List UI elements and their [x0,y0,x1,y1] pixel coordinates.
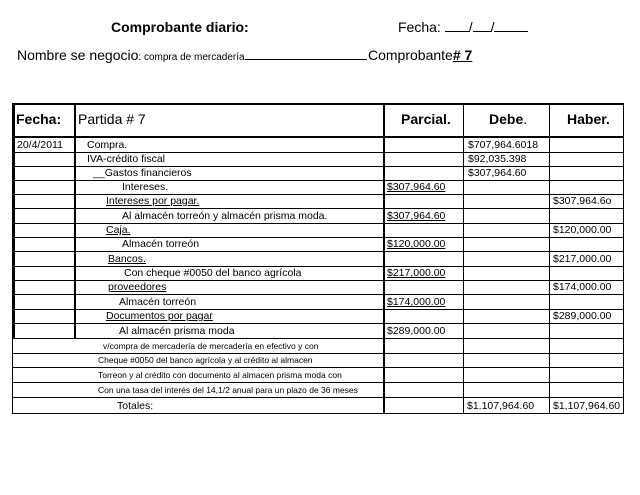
column-header-parcial: Parcial. [401,111,451,127]
row-line [12,367,624,368]
row-line [12,251,624,252]
column-header-partida: Partida # 7 [78,111,146,127]
row-parcial: $289,000.00 [387,325,446,337]
row-haber: $217,000.00 [553,253,612,265]
row-haber: $120,000.00 [553,224,612,236]
table-border-bottom [12,413,624,414]
row-line [12,294,624,295]
column-header-debe-text: Debe [489,111,524,127]
row-line [12,382,624,383]
row-debe: $92,035.398 [468,153,527,165]
row-parcial: $174,000.00 [387,296,446,308]
row-date: 20/4/2011 [17,139,63,151]
column-header-debe [489,111,527,127]
description-line: v/compra de mercadería de mercadería en efectivo y con [103,341,319,351]
row-line [12,180,624,181]
row-line [12,208,624,209]
row-haber: $289,000.00 [553,310,612,322]
description-line: Torreon y al crédito con documento al almacen prisma moda con [98,370,342,380]
row-account: Intereses por pagar. [106,195,200,207]
date-separator: / [468,19,473,35]
row-parcial: $217,000.00 [387,267,446,279]
row-line [12,397,624,398]
business-name-label: Nombre se negocio [17,47,139,63]
date-day-blank[interactable] [445,19,469,32]
row-account: proveedores [108,281,167,293]
table-border-left [12,103,15,339]
row-account: Almacén torreón [122,238,200,250]
row-line [12,280,624,281]
voucher-label: Comprobante [368,47,453,63]
totals-haber: $1,107,964.60 [553,400,621,412]
row-account: Compra. [87,139,128,151]
row-line [12,323,624,324]
row-account-text: Gastos financieros [104,167,192,179]
voucher-number [368,47,472,63]
row-account: Documentos por pagar [106,310,213,322]
row-parcial: $307,964.60 [387,210,446,222]
row-account: __Gastos financieros [93,167,192,179]
business-name-blank[interactable] [245,47,367,60]
row-line [12,266,624,267]
date-separator: / [490,19,495,35]
row-account: IVA-crédito fiscal [87,153,165,165]
column-header-fecha: Fecha: [16,111,62,127]
column-header-debe-dot: . [523,111,528,127]
row-line [12,237,624,238]
document-title: Comprobante diario: [111,19,249,35]
row-haber: $307,964.6o [553,195,612,207]
business-name-line [17,47,367,65]
date-label: Fecha: [398,19,441,35]
row-account: Con cheque #0050 del banco agrícola [124,267,302,279]
table-border-left-lower [12,339,13,414]
date-year-blank[interactable] [494,19,528,32]
row-debe: $707,964.6018 [468,139,539,151]
row-account: Intereses. [122,181,169,193]
journal-table [12,103,624,414]
row-account: Almacén torreón [119,296,197,308]
totals-label: Totales: [117,400,154,412]
row-debe: $307,964.60 [468,167,527,179]
table-border-top [12,103,624,105]
row-account: Al almacén torreón y almacén prisma moda. [122,210,328,222]
column-divider [74,103,76,339]
row-account: Caja. [106,224,131,236]
row-parcial: $120,000.00 [387,238,446,250]
totals-debe: $1.107,964.60 [467,400,535,412]
column-header-haber: Haber. [567,111,610,127]
row-line [12,338,624,339]
row-line [12,194,624,195]
date-field [398,19,528,35]
row-line [12,309,624,310]
header-separator [12,136,624,138]
description-line: Con una tasa del interés del 14,1/2 anual para un plazo de 36 meses [98,385,358,395]
description-line: Cheque #0050 del banco agrícola y al crédito al almacen [98,355,313,365]
row-line [12,223,624,224]
voucher-value: # 7 [452,47,473,63]
row-parcial: $307,964.60 [387,181,446,193]
row-account: Al almacén prisma moda [119,325,235,337]
business-name-value: : compra de mercadería [138,52,245,63]
date-month-blank[interactable] [473,19,491,32]
row-haber: $174,000.00 [553,281,612,293]
row-account: Bancos. [108,253,146,265]
